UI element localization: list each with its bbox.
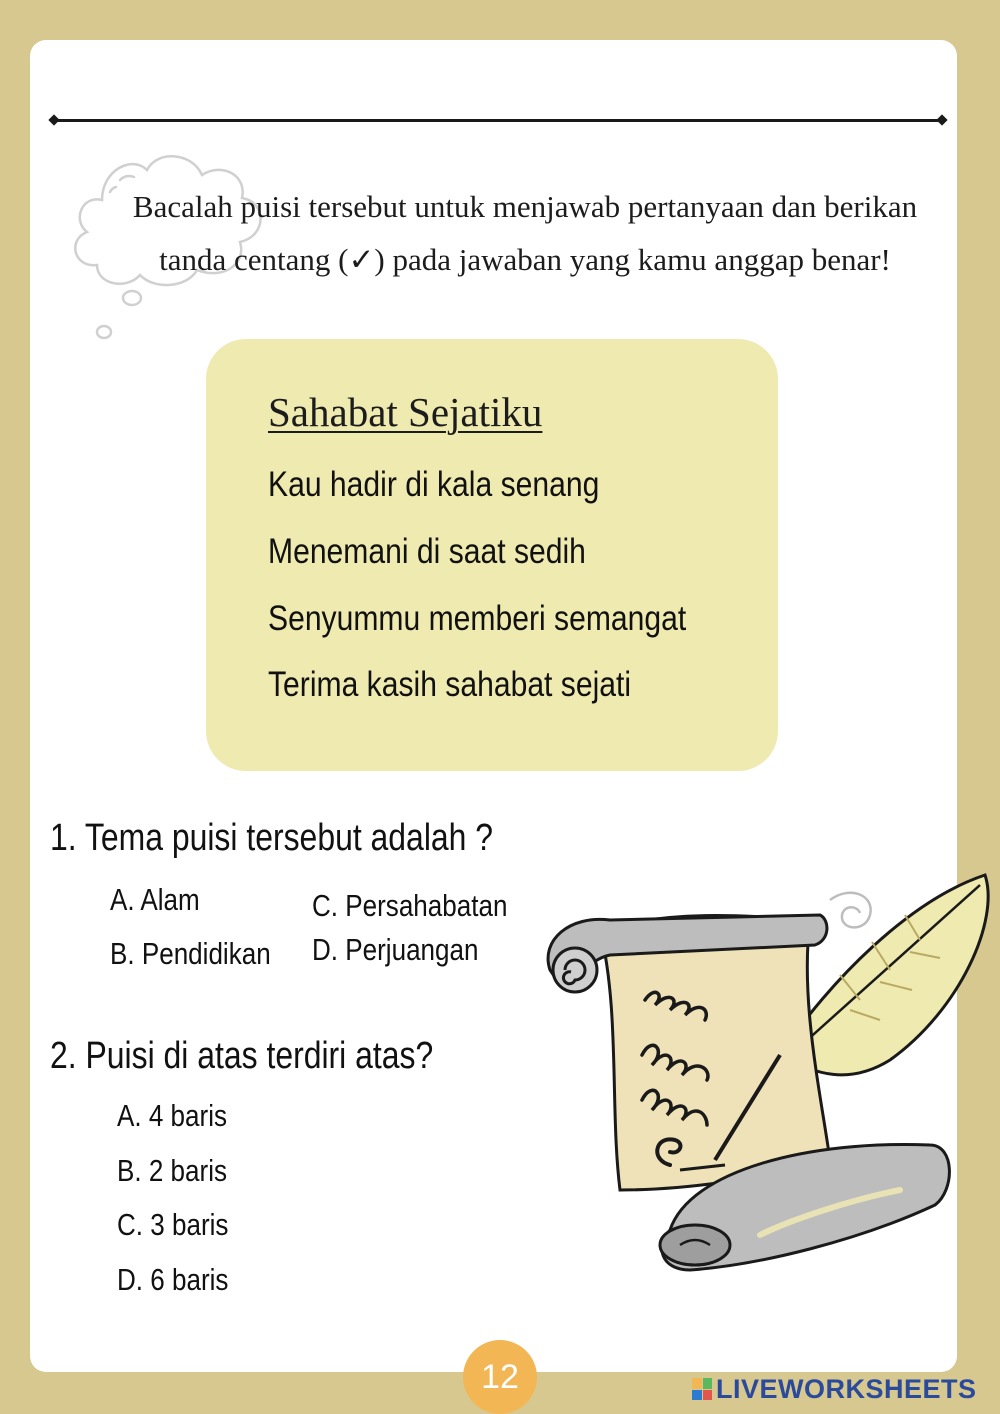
option-q2-b[interactable]: B. 2 baris [117, 1153, 228, 1188]
question-1: 1. Tema puisi tersebut adalah ? [50, 817, 494, 859]
instruction-line-2: tanda centang (✓) pada jawaban yang kamu anggap benar! [159, 242, 891, 277]
page-number-badge: 12 [463, 1340, 537, 1414]
instruction-text [110, 180, 940, 286]
question-2: 2. Puisi di atas terdiri atas? [50, 1035, 434, 1077]
liveworksheets-logo-icon [692, 1378, 712, 1400]
option-q1-d[interactable]: D. Perjuangan [312, 932, 479, 967]
option-q1-b[interactable]: B. Pendidikan [110, 936, 271, 971]
poem-line: Senyummu memberi semangat [268, 599, 687, 638]
poem-line: Kau hadir di kala senang [268, 465, 600, 504]
option-q2-d[interactable]: D. 6 baris [117, 1262, 229, 1297]
poem-title: Sahabat Sejatiku [268, 389, 543, 435]
option-q1-a[interactable]: A. Alam [110, 882, 200, 917]
poem-line: Menemani di saat sedih [268, 532, 586, 571]
brand-name: LIVEWORKSHEETS [716, 1373, 977, 1404]
divider-line [52, 119, 944, 122]
brand-logo[interactable] [692, 1372, 977, 1406]
scroll-and-quill-icon [530, 860, 1000, 1300]
instruction-line-1: Bacalah puisi tersebut untuk menjawab pertanyaan dan berikan [132, 189, 918, 224]
poem-line: Terima kasih sahabat sejati [268, 665, 632, 704]
option-q2-c[interactable]: C. 3 baris [117, 1207, 229, 1242]
option-q2-a[interactable]: A. 4 baris [117, 1098, 228, 1133]
option-q1-c[interactable]: C. Persahabatan [312, 888, 508, 923]
